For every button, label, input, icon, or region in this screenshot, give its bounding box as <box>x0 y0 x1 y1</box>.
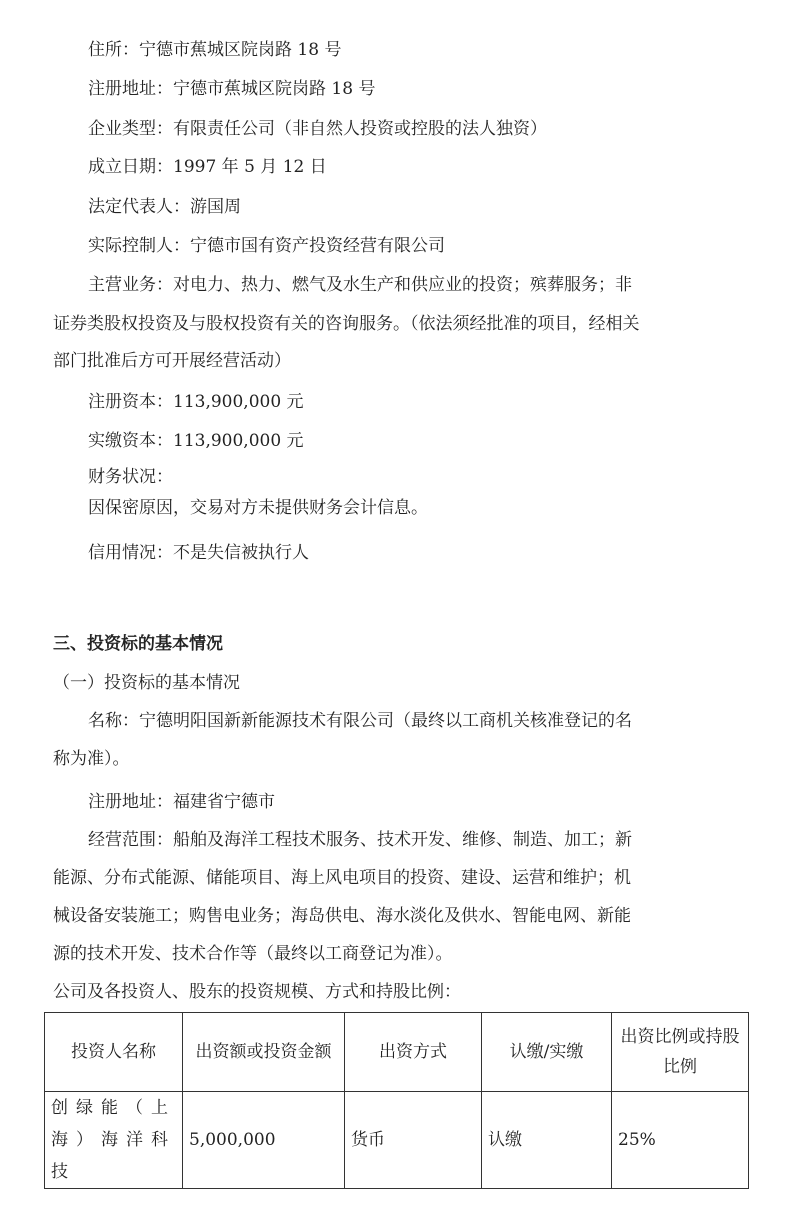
company-established: 成立日期：1997 年 5 月 12 日 <box>88 157 327 177</box>
company-reg-address: 注册地址：宁德市蕉城区院岗路 18 号 <box>88 79 376 99</box>
company-reg-capital: 注册资本：113,900,000 元 <box>88 392 304 412</box>
target-scope-line-3: 械设备安装施工；购售电业务；海岛供电、海水淡化及供水、智能电网、新能 <box>53 906 631 926</box>
company-finance-label: 财务状况： <box>88 467 173 487</box>
company-finance-text: 因保密原因，交易对方未提供财务会计信息。 <box>88 498 428 518</box>
investment-table <box>44 1012 749 1189</box>
section-3-subheading: （一）投资标的基本情况 <box>53 673 240 693</box>
table-row <box>45 1092 749 1189</box>
cell-ratio: 25% <box>612 1092 749 1189</box>
cell-investor: 创绿能（上海）海洋科技 <box>45 1092 183 1189</box>
header-investor: 投资人名称 <box>45 1013 183 1092</box>
company-legal-rep: 法定代表人：游国周 <box>88 197 241 217</box>
table-intro: 公司及各投资人、股东的投资规模、方式和持股比例： <box>53 982 461 1002</box>
company-business-line-1: 主营业务：对电力、热力、燃气及水生产和供应业的投资；殡葬服务；非 <box>88 275 632 295</box>
cell-status: 认缴 <box>482 1092 612 1189</box>
target-name-line-1: 名称：宁德明阳国新新能源技术有限公司（最终以工商机关核准登记的名 <box>88 711 632 731</box>
target-reg-address: 注册地址：福建省宁德市 <box>88 792 275 812</box>
header-method: 出资方式 <box>345 1013 482 1092</box>
company-business-line-3: 部门批准后方可开展经营活动） <box>53 351 291 371</box>
target-scope-line-1: 经营范围：船舶及海洋工程技术服务、技术开发、维修、制造、加工；新 <box>88 830 632 850</box>
header-status: 认缴/实缴 <box>482 1013 612 1092</box>
cell-method: 货币 <box>345 1092 482 1189</box>
company-address: 住所：宁德市蕉城区院岗路 18 号 <box>88 40 342 60</box>
cell-amount: 5,000,000 <box>183 1092 345 1189</box>
company-controller: 实际控制人：宁德市国有资产投资经营有限公司 <box>88 236 445 256</box>
company-paid-capital: 实缴资本：113,900,000 元 <box>88 431 304 451</box>
section-3-heading: 三、投资标的基本情况 <box>53 634 223 654</box>
target-scope-line-4: 源的技术开发、技术合作等（最终以工商登记为准）。 <box>53 944 453 964</box>
header-ratio: 出资比例或持股比例 <box>612 1013 749 1092</box>
company-type: 企业类型：有限责任公司（非自然人投资或控股的法人独资） <box>88 119 547 139</box>
company-credit: 信用情况：不是失信被执行人 <box>88 543 309 563</box>
target-name-line-2: 称为准）。 <box>53 749 130 769</box>
header-amount: 出资额或投资金额 <box>183 1013 345 1092</box>
table-header-row <box>45 1013 749 1092</box>
target-scope-line-2: 能源、分布式能源、储能项目、海上风电项目的投资、建设、运营和维护；机 <box>53 868 631 888</box>
company-business-line-2: 证券类股权投资及与股权投资有关的咨询服务。（依法须经批准的项目，经相关 <box>53 314 640 334</box>
